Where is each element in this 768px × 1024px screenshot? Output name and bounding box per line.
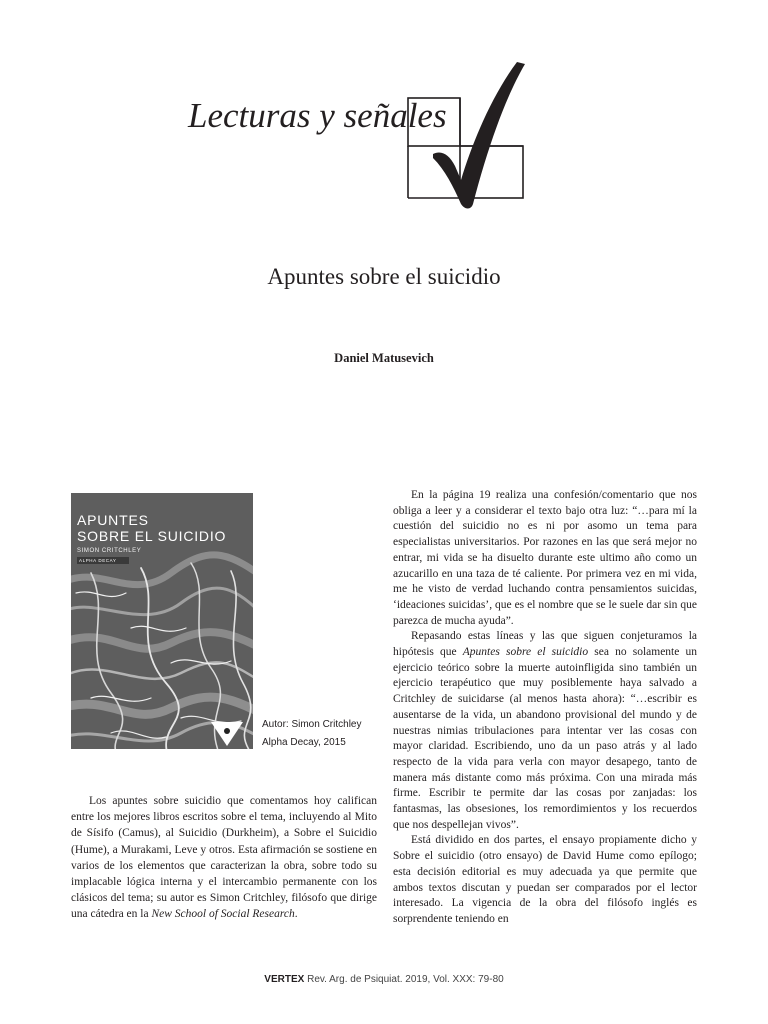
cover-author: SIMON CRITCHLEY bbox=[77, 548, 142, 554]
page-footer bbox=[0, 974, 768, 985]
paragraph: Repasando estas líneas y las que siguen conjeturamos la hipótesis que Apuntes sobre el suicidio sea no solamente un ejercicio teórico sobre la muerte autoinfligida sino también un ejercicio terapéutico que muy posiblemente haya salvado a Critchley de suicidarse (al menos hasta ahora): “…escribir es ausentarse de la vida, un abandono provisional del mundo y de nuestras nimias tribulaciones para intentar ver las cosas con mayor claridad. Escribiendo, uno da un paso atrás y al lado respecto de la vida para verla con mayor desapego, tanto de manera más distante como más próxima. Con una mirada más firme. Escribir te permite dar las cosas por zanjadas: los fantasmas, las obsesiones, los remordimientos y los recuerdos que nos despellejan vivos”. bbox=[393, 630, 697, 831]
paragraph: En la página 19 realiza una confesión/comentario que nos obliga a leer y a considerar el texto bajo otra luz: “…para mí la cuestión del suicidio no es ni por asomo un tema para especialistas universitarios. Por razones en las que será mejor no entrar, mi vida se ha disuelto durante este ultimo año como un azucarillo en una taza de té caliente. Por primera vez en mi vida, me he visto de verdad luchando contra pensamientos suicidas, ‘ideaciones suicidas’, que es el nombre que se le suele dar sin que parezca de mucha ayuda”. bbox=[393, 489, 697, 627]
cover-title: APUNTES SOBRE EL SUICIDIO bbox=[77, 512, 227, 544]
image-caption bbox=[262, 716, 361, 752]
journal-citation: Rev. Arg. de Psiquiat. 2019, Vol. XXX: 79-80 bbox=[304, 974, 504, 985]
cover-publisher: ALPHA DECAY bbox=[77, 557, 129, 564]
checkmark-icon bbox=[405, 58, 530, 213]
section-title: Lecturas y señales bbox=[188, 96, 447, 135]
paragraph: Está dividido en dos partes, el ensayo propiamente dicho y Sobre el suicidio (otro ensayo) de David Hume como epílogo; esta decisión editorial es muy adecuada ya que permite que ambos textos discutan y puedan ser comparados por el lector interesado. La vigencia de la obra del filósofo inglés es sorprendente teniendo en bbox=[393, 834, 697, 925]
journal-name: VERTEX bbox=[264, 974, 305, 985]
caption-publisher: Alpha Decay, 2015 bbox=[262, 737, 346, 748]
left-column bbox=[71, 793, 377, 923]
article-title: Apuntes sobre el suicidio bbox=[267, 264, 501, 289]
caption-author: Autor: Simon Critchley bbox=[262, 719, 362, 730]
article-author: Daniel Matusevich bbox=[334, 351, 434, 365]
publisher-logo-icon bbox=[209, 718, 245, 748]
book-cover-image bbox=[71, 493, 253, 749]
paragraph: Los apuntes sobre suicidio que comentamos hoy califican entre los mejores libros escritos sobre el tema, incluyendo al Mito de Sísifo (Camus), al Suicidio (Durkheim), a Sobre el Suicidio (Hume), a Murakami, Leve y otros. Esta afirmación se sostiene en varios de los elementos que caracterizan la obra, sobre todo su implacable lógica interna y el intercambio permanente con los clásicos del tema; su autor es Simon Critchley, filósofo que dirige una cátedra en la New School of Social Research. bbox=[71, 795, 377, 921]
right-column bbox=[393, 488, 697, 928]
